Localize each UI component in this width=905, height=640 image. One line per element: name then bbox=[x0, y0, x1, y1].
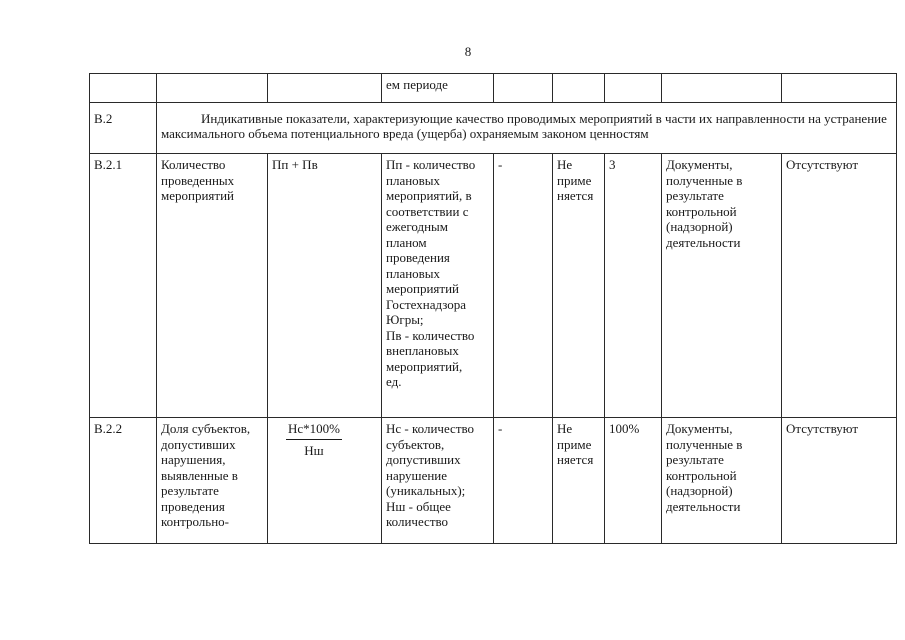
indicator-source: Документы, полученные в результате контрольной (надзорной) деятельности bbox=[662, 418, 782, 544]
formula-denominator: Нш bbox=[304, 442, 324, 458]
table-row-b22 bbox=[90, 418, 897, 544]
indicator-formula bbox=[268, 418, 382, 544]
table-row-continuation bbox=[90, 74, 897, 103]
table-row-section-b2 bbox=[90, 103, 897, 154]
indicators-table bbox=[89, 73, 897, 544]
table-row-b21 bbox=[90, 154, 897, 418]
table-cell bbox=[494, 74, 553, 103]
indicator-col9: Отсутствуют bbox=[782, 418, 897, 544]
table-cell bbox=[157, 74, 268, 103]
indicator-col9: Отсутствуют bbox=[782, 154, 897, 418]
table-cell bbox=[782, 74, 897, 103]
table-cell bbox=[268, 74, 382, 103]
indicator-source: Документы, полученные в результате контрольной (надзорной) деятельности bbox=[662, 154, 782, 418]
indicator-formula: Пп + Пв bbox=[268, 154, 382, 418]
table-cell bbox=[90, 74, 157, 103]
indicator-col6: Не приме няется bbox=[553, 154, 605, 418]
table-cell-description: ем периоде bbox=[382, 74, 494, 103]
table-cell bbox=[605, 74, 662, 103]
indicator-code: В.2.2 bbox=[90, 418, 157, 544]
table-cell bbox=[553, 74, 605, 103]
indicator-description: Пп - количество плановых мероприятий, в соответствии с ежегодным планом проведения плановых мероприятий Гостехнадзора Югры; Пв - количество внеплановых мероприятий, ед. bbox=[382, 154, 494, 418]
indicator-col5: - bbox=[494, 154, 553, 418]
section-title: Индикативные показатели, характеризующие качество проводимых мероприятий в части их направленности на устранение максимального объема потенциального вреда (ущерба) охраняемым законом ценностям bbox=[157, 103, 897, 154]
indicator-target: 3 bbox=[605, 154, 662, 418]
indicator-name: Доля субъектов, допустивших нарушения, выявленные в результате проведения контрольно- bbox=[157, 418, 268, 544]
table-cell bbox=[662, 74, 782, 103]
indicator-description: Нс - количество субъектов, допустивших нарушение (уникальных); Нш - общее количество bbox=[382, 418, 494, 544]
page-number: 8 bbox=[464, 44, 472, 59]
indicator-target: 100% bbox=[605, 418, 662, 544]
formula-numerator: Нс*100% bbox=[286, 421, 342, 440]
section-code: В.2 bbox=[90, 103, 157, 154]
formula-fraction bbox=[286, 421, 342, 458]
indicator-code: В.2.1 bbox=[90, 154, 157, 418]
indicator-col5: - bbox=[494, 418, 553, 544]
indicator-col6: Не приме няется bbox=[553, 418, 605, 544]
indicator-name: Количество проведенных мероприятий bbox=[157, 154, 268, 418]
